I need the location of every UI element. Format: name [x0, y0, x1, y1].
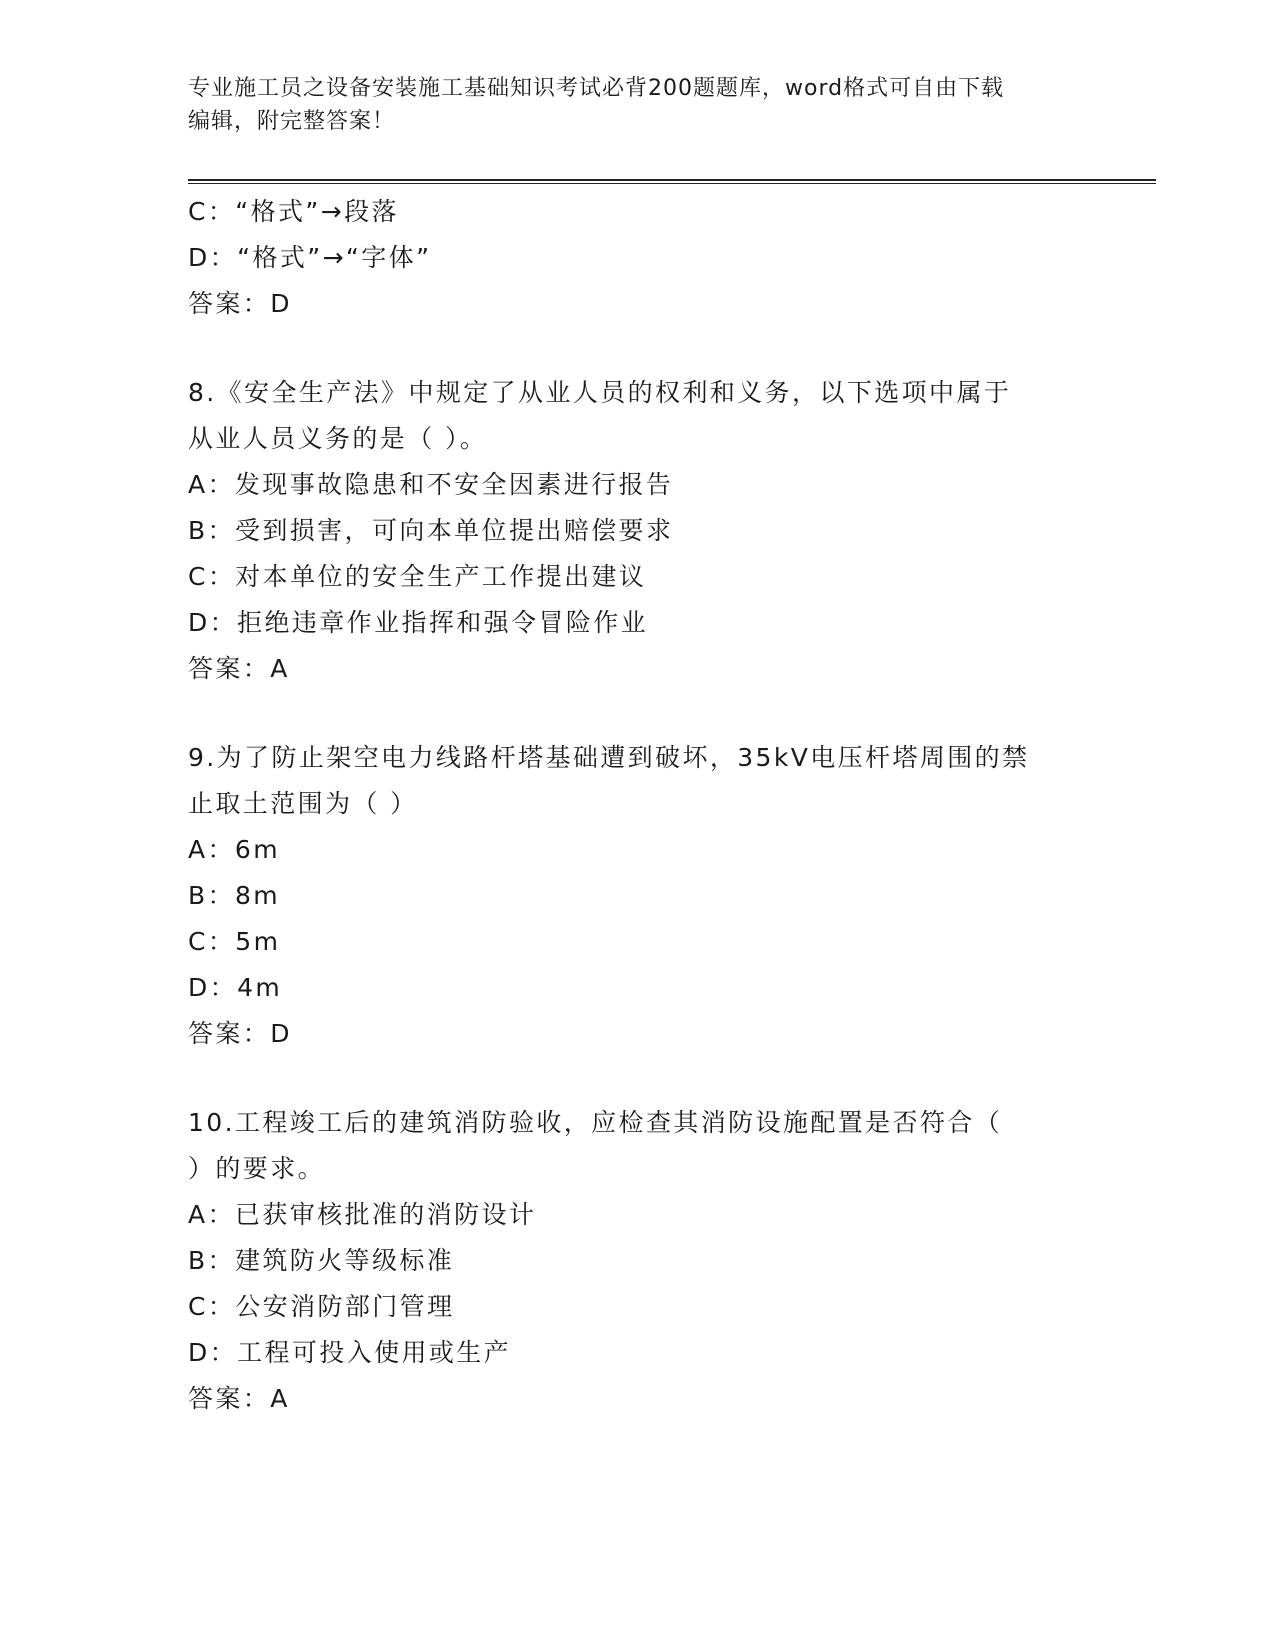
option-label: D：: [188, 1338, 238, 1367]
option-text: 6m: [234, 835, 280, 864]
answer-line: 答案：D: [188, 1019, 292, 1048]
option-text: 4m: [237, 973, 283, 1002]
option-line: [188, 462, 1088, 508]
question-stem-line: 从业人员义务的是（ ）。: [188, 424, 488, 453]
option-line: [188, 873, 1088, 919]
option-line: [188, 1192, 1088, 1238]
option-label: D：: [188, 973, 238, 1002]
question-stem-line: 止取土范围为（ ）: [188, 789, 418, 818]
option-line: [188, 1330, 1088, 1376]
option-label: B：: [188, 881, 235, 910]
option-line: [188, 1284, 1088, 1330]
option-text: 建筑防火等级标准: [234, 1246, 455, 1275]
option-text: 已获审核批准的消防设计: [234, 1200, 537, 1229]
option-text: 5m: [235, 927, 281, 956]
answer-line: 答案：A: [188, 654, 290, 683]
option-text: 发现事故隐患和不安全因素进行报告: [234, 470, 674, 499]
option-text: “格式”→段落: [235, 197, 399, 226]
option-text: 8m: [234, 881, 281, 910]
spacer: [188, 1057, 1088, 1100]
spacer: [188, 692, 1088, 735]
option-text: 公安消防部门管理: [235, 1292, 455, 1321]
option-line: [188, 235, 1088, 281]
option-label: C：: [188, 197, 236, 226]
option-text: 受到损害，可向本单位提出赔偿要求: [234, 516, 674, 545]
option-label: A：: [188, 1200, 235, 1229]
answer-line: 答案：D: [188, 289, 292, 318]
option-label: D：: [188, 243, 238, 272]
option-text: 对本单位的安全生产工作提出建议: [235, 562, 647, 591]
option-line: [188, 600, 1088, 646]
option-label: C：: [188, 562, 236, 591]
option-line: [188, 189, 1088, 235]
header-title-line2: 编辑，附完整答案！: [188, 109, 396, 134]
option-label: C：: [188, 927, 236, 956]
option-line: [188, 508, 1088, 554]
option-line: [188, 827, 1088, 873]
option-line: [188, 965, 1088, 1011]
option-label: A：: [188, 835, 235, 864]
question-content: [188, 189, 1088, 1422]
document-header: [188, 72, 1068, 138]
question-stem-line: 8.《安全生产法》中规定了从业人员的权利和义务，以下选项中属于: [188, 378, 1012, 407]
option-label: B：: [188, 1246, 235, 1275]
option-line: [188, 554, 1088, 600]
header-title-line1: 专业施工员之设备安装施工基础知识考试必背200题题库，word格式可自由下载: [188, 76, 1005, 101]
option-line: [188, 1238, 1088, 1284]
option-text: 工程可投入使用或生产: [237, 1338, 512, 1367]
option-line: [188, 919, 1088, 965]
option-label: C：: [188, 1292, 236, 1321]
header-divider: [188, 179, 1156, 184]
option-text: “格式”→“字体”: [237, 243, 432, 272]
spacer: [188, 327, 1088, 370]
option-label: D：: [188, 608, 238, 637]
answer-line: 答案：A: [188, 1384, 290, 1413]
option-text: 拒绝违章作业指挥和强令冒险作业: [237, 608, 649, 637]
question-stem-line: 10.工程竣工后的建筑消防验收，应检查其消防设施配置是否符合（: [188, 1108, 1003, 1137]
option-label: B：: [188, 516, 235, 545]
question-stem-line: 9.为了防止架空电力线路杆塔基础遭到破坏，35kV电压杆塔周围的禁: [188, 743, 1030, 772]
question-stem-line: ）的要求。: [188, 1154, 326, 1183]
option-label: A：: [188, 470, 235, 499]
